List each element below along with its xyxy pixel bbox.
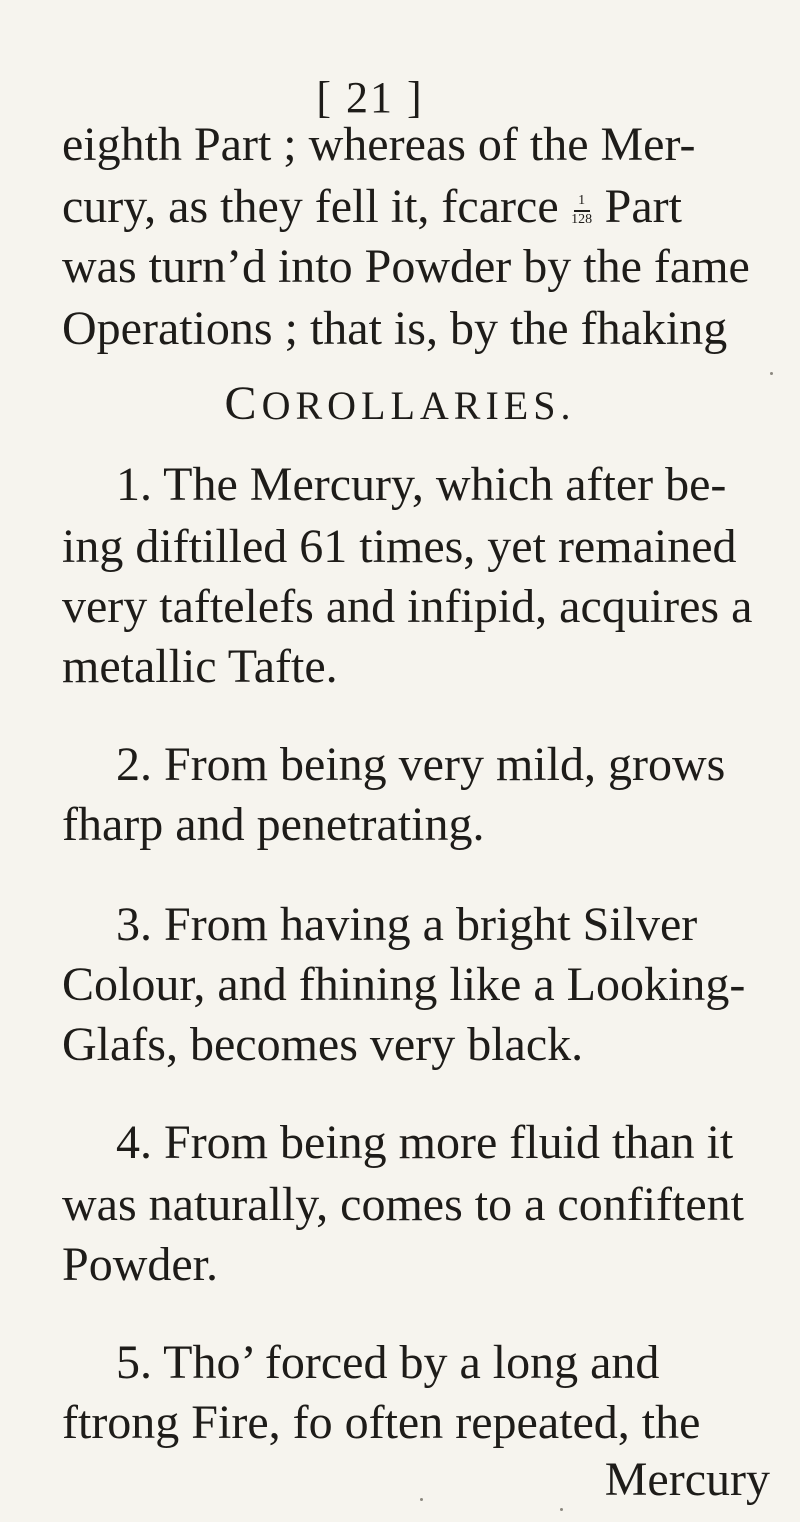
- fraction-denominator: 128: [571, 212, 593, 227]
- paragraph-line: Colour, and fhining like a Looking-: [62, 958, 746, 1011]
- scan-speck: [420, 1498, 423, 1501]
- heading-initial: C: [224, 377, 262, 430]
- text-line-with-fraction: [62, 180, 682, 234]
- paragraph-line: 2. From being very mild, grows: [116, 738, 726, 791]
- scan-speck: [770, 372, 773, 375]
- page-number: [ 21 ]: [316, 73, 424, 122]
- paragraph-line: 4. From being more fluid than it: [116, 1116, 734, 1169]
- paragraph-line: Powder.: [62, 1238, 218, 1291]
- text-fragment: Part: [604, 180, 682, 233]
- text-line: Operations ; that is, by the fhaking: [62, 302, 728, 355]
- paragraph-line: fharp and penetrating.: [62, 798, 485, 851]
- text-line: eighth Part ; whereas of the Mer-: [62, 118, 696, 171]
- text-line: was turn’d into Powder by the fame: [62, 240, 750, 293]
- paragraph-line: very taftelefs and infipid, acquires a: [62, 580, 753, 633]
- section-heading: [0, 376, 800, 431]
- paragraph-line: ftrong Fire, fo often repeated, the: [62, 1396, 701, 1449]
- paragraph-line: 5. Tho’ forced by a long and: [116, 1336, 660, 1389]
- catchword: Mercury: [604, 1453, 770, 1506]
- paragraph-line: 1. The Mercury, which after be-: [116, 458, 727, 511]
- text-fragment: cury, as they fell it, fcarce: [62, 180, 559, 233]
- paragraph-line: Glafs, becomes very black.: [62, 1018, 584, 1071]
- paragraph-line: ing diftilled 61 times, yet remained: [62, 520, 737, 573]
- paragraph-line: 3. From having a bright Silver: [116, 898, 698, 951]
- fraction-numerator: 1: [578, 193, 586, 208]
- paragraph-line: metallic Tafte.: [62, 640, 338, 693]
- fraction: [571, 188, 593, 228]
- paragraph-line: was naturally, comes to a confiftent: [62, 1178, 744, 1231]
- heading-rest: OROLLARIES.: [261, 383, 576, 428]
- scan-speck: [560, 1508, 563, 1511]
